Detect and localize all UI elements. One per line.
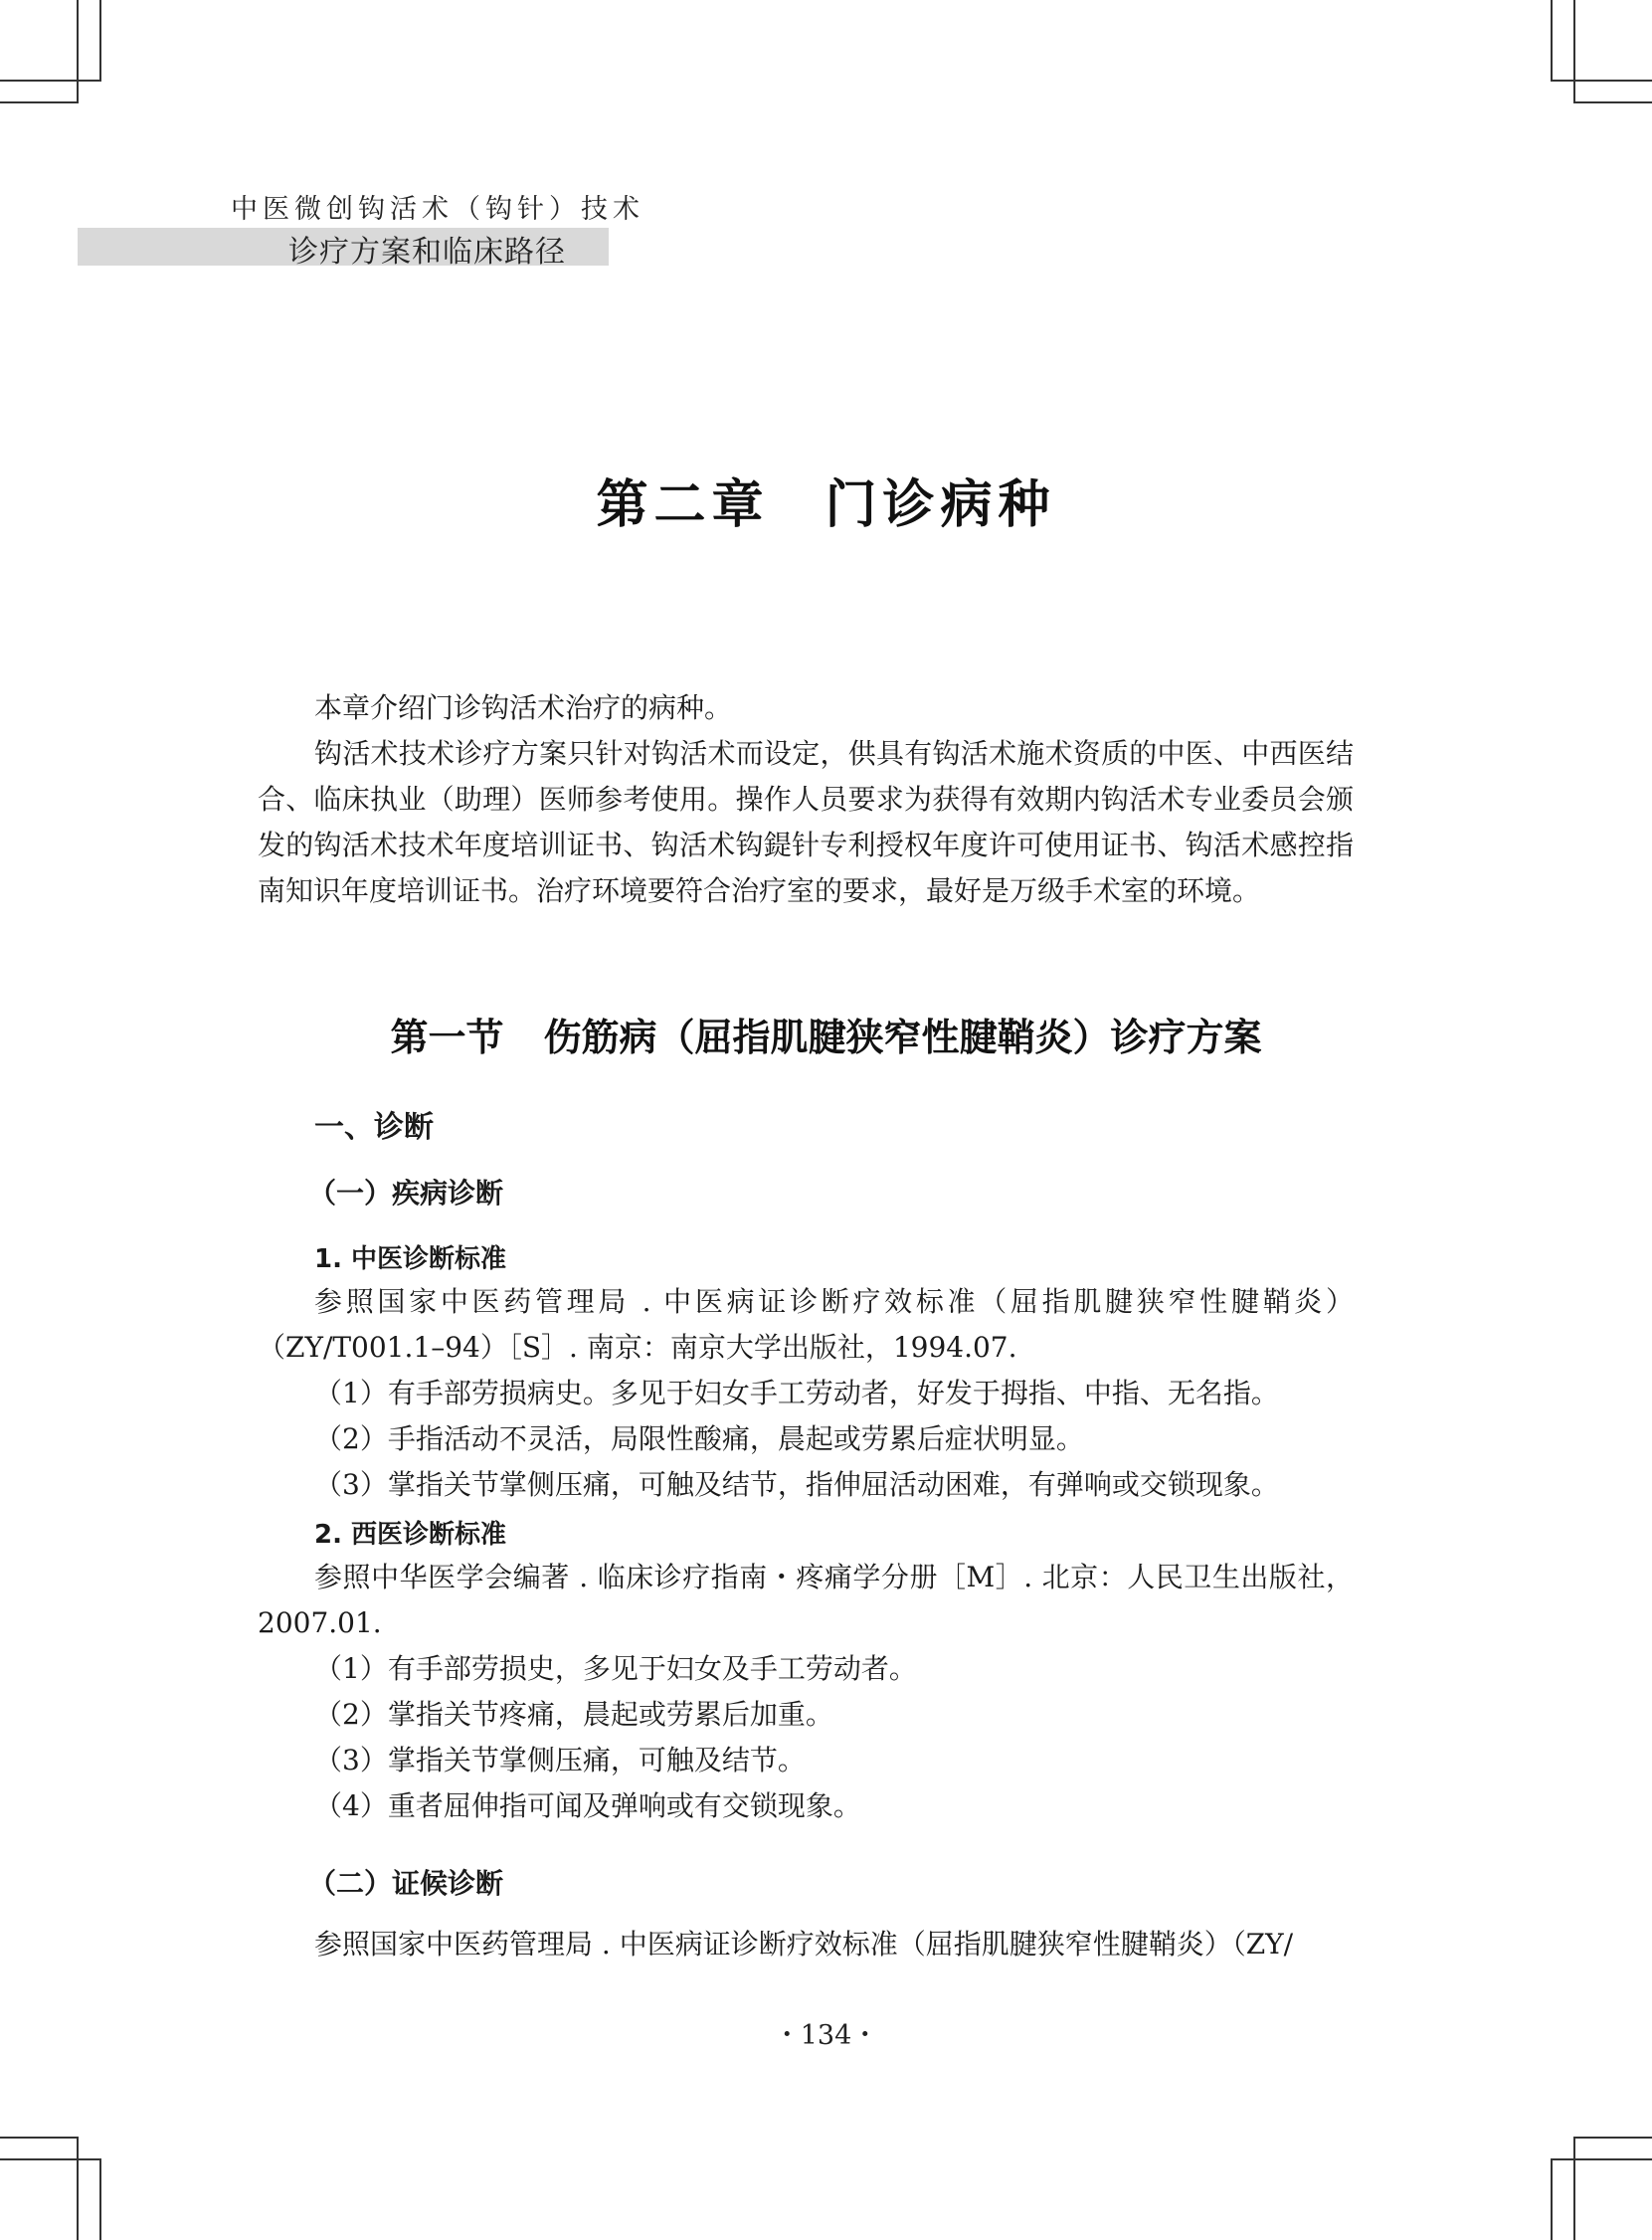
syndrome-text: [258, 1922, 1354, 1967]
heading-syndrome-diagnosis: （二）证候诊断: [308, 1867, 504, 1900]
crop-mark: [1573, 2137, 1575, 2240]
crop-mark: [1573, 0, 1575, 103]
section-title: [0, 1007, 1652, 1061]
western-reference: 参照中华医学会编著 . 临床诊疗指南・疼痛学分册［M］. 北京：人民卫生出版社，2007.01.: [258, 1561, 1354, 1639]
intro-paragraph: 本章介绍门诊钩活术治疗的病种。: [314, 691, 733, 724]
crop-mark: [77, 0, 79, 103]
crop-mark: [0, 2137, 79, 2139]
western-criteria-text: [258, 1555, 1354, 1829]
chapter-title: [0, 463, 1652, 537]
crop-mark: [1551, 2158, 1652, 2160]
tcm-item: （1）有手部劳损病史。多见于妇女手工劳动者，好发于拇指、中指、无名指。: [314, 1377, 1279, 1409]
heading-western-criteria: 2. 西医诊断标准: [314, 1520, 507, 1550]
crop-mark: [99, 2158, 101, 2240]
western-item: （1）有手部劳损史，多见于妇女及手工劳动者。: [314, 1652, 917, 1685]
western-item: （3）掌指关节掌侧压痛，可触及结节。: [314, 1744, 806, 1776]
crop-mark: [1573, 2137, 1652, 2139]
heading-diagnosis: 一、诊断: [314, 1110, 434, 1145]
tcm-reference: 参照国家中医药管理局 . 中医病证诊断疗效标准（屈指肌腱狭窄性腱鞘炎）（ZY/T001.1–94）［S］. 南京：南京大学出版社，1994.07.: [258, 1285, 1354, 1364]
crop-mark: [1551, 0, 1553, 82]
tcm-criteria-text: [258, 1279, 1354, 1508]
western-item: （2）掌指关节疼痛，晨起或劳累后加重。: [314, 1698, 833, 1731]
syndrome-reference: 参照国家中医药管理局 . 中医病证诊断疗效标准（屈指肌腱狭窄性腱鞘炎）（ZY/: [314, 1928, 1294, 1960]
crop-mark: [0, 80, 101, 82]
running-header-title: 中医微创钩活术（钩针）技术: [231, 194, 644, 225]
chapter-number: 第二章: [596, 474, 770, 535]
chapter-name: 门诊病种: [825, 474, 1056, 535]
tcm-item: （3）掌指关节掌侧压痛，可触及结节，指伸屈活动困难，有弹响或交锁现象。: [314, 1468, 1279, 1501]
heading-disease-diagnosis: （一）疾病诊断: [308, 1177, 504, 1210]
section-name: 伤筋病（屈指肌腱狭窄性腱鞘炎）诊疗方案: [543, 1015, 1262, 1059]
tcm-item: （2）手指活动不灵活，局限性酸痛，晨起或劳累后症状明显。: [314, 1422, 1084, 1455]
section-number: 第一节: [390, 1015, 504, 1059]
crop-mark: [77, 2137, 79, 2240]
crop-mark: [0, 2158, 101, 2160]
crop-mark: [1551, 2158, 1553, 2240]
intro-text: [258, 685, 1354, 914]
crop-mark: [1551, 80, 1652, 82]
heading-tcm-criteria: 1. 中医诊断标准: [314, 1244, 507, 1274]
page-number: ・134・: [773, 2020, 879, 2051]
crop-mark: [99, 0, 101, 82]
intro-paragraph: 钩活术技术诊疗方案只针对钩活术而设定，供具有钩活术施术资质的中医、中西医结合、临床执业（助理）医师参考使用。操作人员要求为获得有效期内钩活术专业委员会颁发的钩活术技术年度培训证书、钩活术钩鍉针专利授权年度许可使用证书、钩活术感控指南知识年度培训证书。治疗环境要符合治疗室的要求，最好是万级手术室的环境。: [258, 737, 1354, 907]
crop-mark: [1573, 101, 1652, 103]
western-item: （4）重者屈伸指可闻及弹响或有交锁现象。: [314, 1789, 861, 1822]
running-header-subtitle: 诊疗方案和临床路径: [288, 235, 566, 270]
crop-mark: [0, 101, 79, 103]
